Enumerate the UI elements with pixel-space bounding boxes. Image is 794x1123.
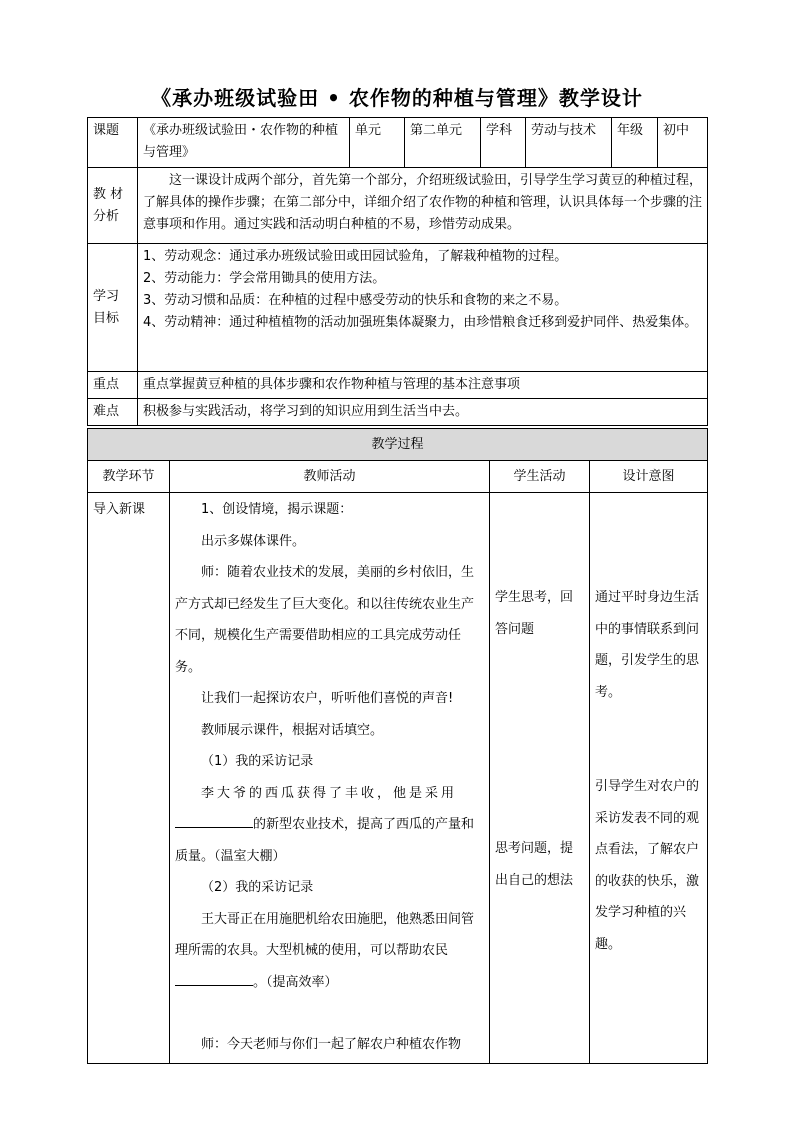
design-intent-2: 引导学生对农户的采访发表不同的观点看法，了解农户的收获的快乐，激发学习种植的兴趣。 (595, 779, 700, 952)
teacher-line: 师：今天老师与你们一起了解农户种植农作物 (201, 1037, 462, 1052)
student-activity (490, 493, 590, 1064)
col-header-stage: 教学环节 (88, 461, 170, 493)
goal-item: 4、劳动精神：通过种植植物的活动加强班集体凝聚力，由珍惜粮食迁移到爱护同伴、热爱集体。 (143, 315, 698, 330)
analysis-label-line2: 分析 (93, 208, 120, 224)
teacher-line: 1、创设情境，揭示课题： (201, 502, 353, 517)
design-intent (590, 493, 708, 1064)
teaching-process-table (87, 428, 708, 1064)
goal-item: 2、劳动能力：学会常用锄具的使用方法。 (143, 271, 386, 286)
subject-value: 劳动与技术 (526, 118, 612, 168)
teacher-text: 李大爷的西瓜获得了丰收，他是采用 (201, 785, 458, 801)
topic-label: 课题 (88, 118, 138, 168)
student-response-2: 思考问题，提出自己的想法 (495, 841, 574, 888)
teacher-line: （2）我的采访记录 (201, 880, 314, 895)
analysis-label (88, 168, 138, 244)
grade-label: 年级 (612, 118, 658, 168)
teacher-text: 。（提高效率） (253, 974, 338, 990)
design-intent-1: 通过平时身边生活中的事情联系到问题，引发学生的思考。 (595, 590, 700, 700)
teacher-paragraph (175, 904, 484, 999)
unit-value: 第二单元 (405, 118, 481, 168)
course-info-table (87, 117, 708, 426)
stage-cell: 导入新课 (88, 493, 170, 1064)
teacher-paragraph (175, 778, 484, 873)
subject-label: 学科 (481, 118, 526, 168)
teacher-line: （1）我的采访记录 (201, 754, 314, 769)
fill-blank (175, 971, 253, 986)
document-title: 《承办班级试验田 • 农作物的种植与管理》教学设计 (151, 86, 643, 110)
key-label: 重点 (88, 372, 138, 399)
analysis-paragraph: 这一课设计成两个部分，首先第一个部分，介绍班级试验田，引导学生学习黄豆的种植过程，了解具体的操作步骤；在第二部分中，详细介绍了农作物的种植和管理，认识具体每一个步骤的注意事项和作用。通过实践和活动明白种植的不易，珍惜劳动成果。 (143, 173, 703, 232)
goals-label-line2: 目标 (93, 310, 120, 326)
teacher-line: 出示多媒体课件。 (201, 533, 306, 549)
goal-item: 1、劳动观念：通过承办班级试验田或田园试验角，了解栽种植物的过程。 (143, 249, 568, 264)
goal-item: 3、劳动习惯和品质：在种植的过程中感受劳动的快乐和食物的来之不易。 (143, 293, 568, 308)
teacher-line: 师：随着农业技术的发展，美丽的乡村依旧，生产方式却已经发生了巨大变化。和以往传统农业生产不同，规模化生产需要借助相应的工具完成劳动任务。 (175, 565, 475, 675)
analysis-label-line1: 教 材 (93, 186, 124, 202)
key-text: 重点掌握黄豆种植的具体步骤和农作物种植与管理的基本注意事项 (138, 372, 708, 399)
topic-value: 《承办班级试验田・农作物的种植与管理》 (138, 118, 350, 168)
teacher-line: 让我们一起探访农户，听听他们喜悦的声音! (201, 691, 454, 706)
col-header-teacher: 教师活动 (170, 461, 490, 493)
fill-blank (175, 813, 253, 828)
goals-list (138, 244, 708, 372)
process-header: 教学过程 (88, 429, 708, 461)
teacher-line: 教师展示课件，根据对话填空。 (201, 722, 384, 738)
student-response-1: 学生思考，回答问题 (495, 590, 574, 637)
difficulty-text: 积极参与实践活动，将学习到的知识应用到生活当中去。 (138, 399, 708, 426)
teacher-activity (170, 493, 490, 1064)
unit-label: 单元 (350, 118, 405, 168)
teacher-text: 王大哥正在用施肥机给农田施肥，他熟悉田间管理所需的农具。大型机械的使用，可以帮助农民 (175, 911, 475, 958)
spacer (175, 998, 484, 1029)
col-header-intent: 设计意图 (590, 461, 708, 493)
goals-label (88, 244, 138, 372)
analysis-text (138, 168, 708, 244)
grade-value: 初中 (658, 118, 708, 168)
goals-label-line1: 学习 (93, 288, 120, 304)
difficulty-label: 难点 (88, 399, 138, 426)
col-header-student: 学生活动 (490, 461, 590, 493)
teacher-text: 的新型农业技术，提高了西瓜的产量和质量。（温室大棚） (175, 817, 475, 864)
